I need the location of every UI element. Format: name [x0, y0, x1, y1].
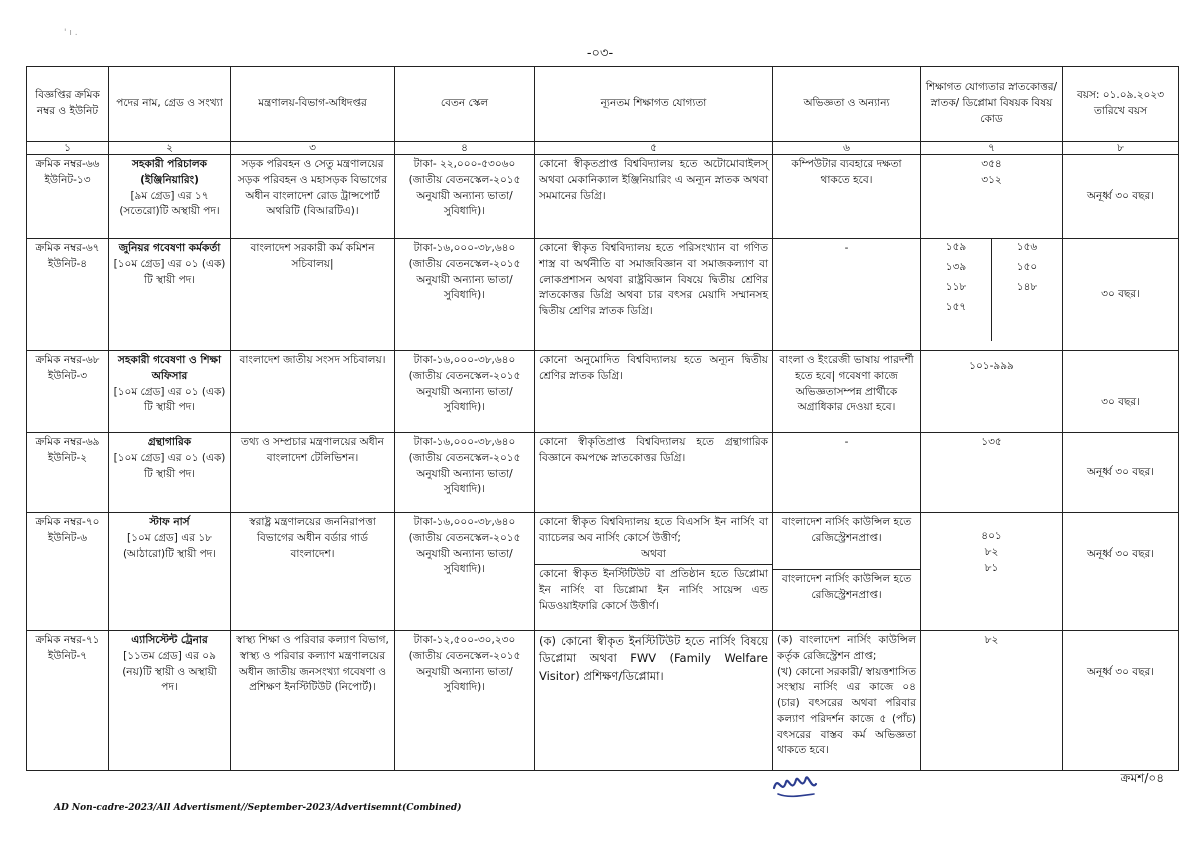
header-subject-code: শিক্ষাগত যোগ্যতার স্নাতকোত্তর/স্নাতক/ ডিপ্লোমা বিষয়ক বিষয় কোড [921, 67, 1063, 142]
column-number: ৭ [921, 142, 1063, 155]
post-cell [109, 433, 231, 513]
ministry-cell: সড়ক পরিবহন ও সেতু মন্ত্রণালয়ের সড়ক পরিবহন ও মহাসড়ক বিভাগের অধীন বাংলাদেশ রোড ট্রান্সপোর্ট অথরিটি (বিআরটিএ)। [231, 155, 395, 239]
ministry-cell: বাংলাদেশ সরকারী কর্ম কমিশন সচিবালয়| [231, 239, 395, 351]
column-number: ৬ [773, 142, 921, 155]
subject-code: ১৫৭ [945, 301, 967, 313]
education-option-b: কোনো স্বীকৃত ইনস্টিটিউট বা প্রতিষ্ঠান হতে ডিপ্লোমা ইন নার্সিং বা ডিপ্লোমা ইন নার্সিং সায়েন্স এন্ড মিডওয়াইফারি কোর্সে উত্তীর্ণ। [535, 564, 772, 614]
subject-code: ১৩৯ [945, 261, 967, 273]
header-ministry: মন্ত্রণালয়-বিভাগ-অধিদপ্তর [231, 67, 395, 142]
age-cell: অনূর্ধ্ব ৩০ বছর। [1063, 631, 1179, 771]
table-row [27, 513, 1179, 631]
ministry-cell: স্বাস্থ্য শিক্ষা ও পরিবার কল্যাণ বিভাগ, স্বাস্থ্য ও পরিবার কল্যাণ মন্ত্রণালয়ের অধীন জাতীয় জনসংখ্যা গবেষণা ও প্রশিক্ষণ ইনস্টিটিউট (নিপোর্ট)। [231, 631, 395, 771]
post-name: স্টাফ নার্স [149, 516, 190, 528]
subject-code: ১৫৯ [945, 241, 967, 253]
post-cell [109, 155, 231, 239]
pay-cell: টাকা- ২২,০০০-৫৩০৬০ (জাতীয় বেতনস্কেল-২০১৫ অনুযায়ী অন্যান্য ভাতা/ সুবিধাদি)। [395, 155, 535, 239]
header-post: পদের নাম, গ্রেড ও সংখ্যা [109, 67, 231, 142]
column-number: ৪ [395, 142, 535, 155]
table-row [27, 239, 1179, 351]
code-cell [921, 351, 1063, 433]
code-grid [921, 239, 1062, 342]
experience-cell: - [773, 239, 921, 351]
experience-option-a: বাংলাদেশ নার্সিং কাউন্সিল হতে রেজিস্ট্রেশনপ্রাপ্ত। [781, 516, 912, 544]
subject-code: ১০১-৯৯৯ [969, 360, 1014, 372]
serial-cell: ক্রমিক নম্বর-৬৮ ইউনিট-৩ [27, 351, 109, 433]
age-cell: অনূর্ধ্ব ৩০ বছর। [1063, 513, 1179, 631]
table-row [27, 631, 1179, 771]
education-cell: (ক) কোনো স্বীকৃত ইনস্টিটিউট হতে নার্সিং বিষয়ে ডিপ্লোমা অথবা FWV (Family Welfare Visitor) প্রশিক্ষণ/ডিপ্লোমা। [535, 631, 773, 771]
code-cell [921, 513, 1063, 631]
post-name: সহকারী পরিচালক (ইঞ্জিনিয়ারিং) [131, 158, 208, 186]
post-name: সহকারী গবেষণা ও শিক্ষা অফিসার [117, 354, 222, 382]
subject-code: ৮১ [984, 561, 999, 574]
experience-option-b: (খ) কোনো সরকারী/ স্বায়ত্তশাসিত সংস্থায় নার্সিং এর কাজে ০৪ (চার) বৎসরের অথবা পরিবার কল্যাণ পরিদর্শন কাজে ৫ (পাঁচ) বৎসরের বাস্তব কর্ম অভিজ্ঞতা থাকতে হবে। [777, 665, 916, 757]
subject-code: ৩১২ [981, 173, 1002, 186]
code-cell [921, 433, 1063, 513]
experience-option-b: বাংলাদেশ নার্সিং কাউন্সিল হতে রেজিস্ট্রেশনপ্রাপ্ত। [773, 569, 920, 604]
post-grade: [৯ম গ্রেড] এর ১৭ (সতেরো)টি অস্থায়ী পদ। [119, 189, 220, 218]
ministry-cell: বাংলাদেশ জাতীয় সংসদ সচিবালয়। [231, 351, 395, 433]
code-cell [921, 239, 1063, 351]
subject-code: ১৫০ [1016, 261, 1038, 273]
post-grade: [১০ম গ্রেড] এর ১৮ (আঠারো)টি স্থায়ী পদ। [122, 531, 217, 560]
education-cell: কোনো অনুমোদিত বিশ্ববিদ্যালয় হতে অন্যূন দ্বিতীয় শ্রেণির স্নাতক ডিগ্রি। [535, 351, 773, 433]
subject-code: ৮২ [984, 634, 999, 646]
header-education: ন্যূনতম শিক্ষাগত যোগ্যতা [535, 67, 773, 142]
pay-cell: টাকা-১৬,০০০-৩৮,৬৪০ (জাতীয় বেতনস্কেল-২০১৫ অনুযায়ী অন্যান্য ভাতা/ সুবিধাদি)। [395, 351, 535, 433]
post-cell [109, 513, 231, 631]
column-number: ১ [27, 142, 109, 155]
table-row [27, 155, 1179, 239]
ministry-cell: তথ্য ও সম্প্রচার মন্ত্রণালয়ের অধীন বাংলাদেশ টেলিভিশন। [231, 433, 395, 513]
experience-cell [773, 513, 921, 631]
header-age: বয়স: ০১.০৯.২০২৩ তারিখে বয়স [1063, 67, 1179, 142]
code-cell [921, 631, 1063, 771]
education-cell: কোনো স্বীকৃতপ্রাপ্ত বিশ্ববিদ্যালয় হতে অটোমোবাইলস্ অথবা মেকানিক্যাল ইঞ্জিনিয়ারিং এ অন্যূন স্নাতক অথবা সমমানের ডিগ্রি। [535, 155, 773, 239]
ministry-cell: স্বরাষ্ট্র মন্ত্রণালয়ের জননিরাপত্তা বিভাগের অধীন বর্ডার গার্ড বাংলাদেশ। [231, 513, 395, 631]
table-row [27, 433, 1179, 513]
signature-image [770, 766, 820, 802]
serial-cell: ক্রমিক নম্বর-৬৯ ইউনিট-২ [27, 433, 109, 513]
education-cell [535, 513, 773, 631]
pay-cell: টাকা-১২,৫০০-৩০,২৩০ (জাতীয় বেতনস্কেল-২০১৫ অনুযায়ী অন্যান্য ভাতা/ সুবিধাদি)। [395, 631, 535, 771]
column-number: ৩ [231, 142, 395, 155]
serial-cell: ক্রমিক নম্বর-৭০ ইউনিট-৬ [27, 513, 109, 631]
subject-code: ১৩৫ [981, 436, 1002, 448]
or-separator: অথবা [641, 547, 666, 560]
header-pay-scale: বেতন স্কেল [395, 67, 535, 142]
table-row [27, 351, 1179, 433]
code-cell [921, 155, 1063, 239]
subject-code: ১৫৬ [1016, 241, 1038, 253]
post-grade: [১১তম গ্রেড] এর ০৯ (নয়)টি স্থায়ী ও অস্থায়ী পদ। [122, 649, 217, 694]
column-number: ৮ [1063, 142, 1179, 155]
header-experience: অভিজ্ঞতা ও অন্যান্য [773, 67, 921, 142]
post-grade: [১০ম গ্রেড] এর ০১ (এক) টি স্থায়ী পদ। [113, 451, 226, 480]
pay-cell: টাকা-১৬,০০০-৩৮,৬৪০ (জাতীয় বেতনস্কেল-২০১৫ অনুযায়ী অন্যান্য ভাতা/ সুবিধাদি)। [395, 239, 535, 351]
footer-reference: AD Non-cadre-2023/All Advertisment//September-2023/Advertisemnt(Combined) [54, 803, 462, 813]
education-cell: কোনো স্বীকৃত বিশ্ববিদ্যালয় হতে পরিসংখ্যান বা গণিত শাস্ত্র বা অর্থনীতি বা সমাজবিজ্ঞান বা সমাজকল্যাণ বা লোকপ্রশাসন অথবা রাষ্ট্রবিজ্ঞান বিষয়ে দ্বিতীয় শ্রেণির স্নাতকোত্তর ডিগ্রি অথবা চার বৎসর মেয়াদি সম্মানসহ দ্বিতীয় শ্রেণির স্নাতক ডিগ্রি। [535, 239, 773, 351]
serial-cell: ক্রমিক নম্বর-৭১ ইউনিট-৭ [27, 631, 109, 771]
education-cell: কোনো স্বীকৃতিপ্রাপ্ত বিশ্ববিদ্যালয় হতে গ্রন্থাগারিক বিজ্ঞানে কমপক্ষে স্নাতকোত্তর ডিগ্রি। [535, 433, 773, 513]
experience-option-a: (ক) বাংলাদেশ নার্সিং কাউন্সিল কর্তৃক রেজিস্ট্রেশন প্রাপ্ত; [777, 634, 916, 662]
experience-cell [773, 631, 921, 771]
experience-cell: - [773, 433, 921, 513]
post-cell [109, 239, 231, 351]
age-cell: অনূর্ধ্ব ৩০ বছর। [1063, 155, 1179, 239]
pay-cell: টাকা-১৬,০০০-৩৮,৬৪০ (জাতীয় বেতনস্কেল-২০১৫ অনুযায়ী অন্যান্য ভাতা/ সুবিধাদি)। [395, 513, 535, 631]
post-cell [109, 351, 231, 433]
subject-code: ৮২ [984, 545, 999, 558]
experience-cell: কম্পিউটার ব্যবহারে দক্ষতা থাকতে হবে। [773, 155, 921, 239]
job-table [26, 66, 1179, 771]
column-number-row [27, 142, 1179, 155]
post-grade: [১০ম গ্রেড] এর ০১ (এক) টি স্থায়ী পদ। [113, 385, 226, 414]
continued-note: ক্রমশ/০৪ [1120, 771, 1164, 785]
column-number: ৫ [535, 142, 773, 155]
subject-code: ১১৮ [945, 281, 967, 293]
subject-code: ৪০১ [981, 530, 1002, 542]
age-cell: ৩০ বছর। [1063, 239, 1179, 351]
pay-cell: টাকা-১৬,০০০-৩৮,৬৪০ (জাতীয় বেতনস্কেল-২০১৫ অনুযায়ী অন্যান্য ভাতা/ সুবিধাদি)। [395, 433, 535, 513]
post-cell [109, 631, 231, 771]
experience-cell: বাংলা ও ইংরেজী ভাষায় পারদর্শী হতে হবে| গবেষণা কাজে অভিজ্ঞতাসম্পন্ন প্রার্থীকে অগ্রাধিকার দেওয়া হবে। [773, 351, 921, 433]
header-serial: বিজ্ঞপ্তির ক্রমিক নম্বর ও ইউনিট [27, 67, 109, 142]
header-row [27, 67, 1179, 142]
serial-cell: ক্রমিক নম্বর-৬৬ ইউনিট-১৩ [27, 155, 109, 239]
subject-code: ৩৫৪ [981, 158, 1002, 170]
post-name: এ্যাসিস্টেন্ট ট্রেনার [131, 634, 208, 646]
post-grade: [১০ম গ্রেড] এর ০১ (এক) টি স্থায়ী পদ। [113, 257, 226, 286]
post-name: জুনিয়র গবেষণা কর্মকর্তা [118, 242, 221, 254]
code-column-right [992, 239, 1063, 342]
code-column-left [921, 239, 992, 342]
serial-cell: ক্রমিক নম্বর-৬৭ ইউনিট-৪ [27, 239, 109, 351]
column-number: ২ [109, 142, 231, 155]
age-cell: ৩০ বছর। [1063, 351, 1179, 433]
scan-mark: ' ı . [64, 28, 78, 38]
page-number: -০৩- [586, 46, 614, 61]
education-option-a: কোনো স্বীকৃত বিশ্ববিদ্যালয় হতে বিএসসি ইন নার্সিং বা ব্যাচেলর অব নার্সিং কোর্সে উত্তীর্ণ; [539, 516, 768, 544]
age-cell: অনূর্ধ্ব ৩০ বছর। [1063, 433, 1179, 513]
subject-code: ১৪৮ [1016, 281, 1038, 293]
post-name: গ্রন্থাগারিক [147, 436, 192, 448]
